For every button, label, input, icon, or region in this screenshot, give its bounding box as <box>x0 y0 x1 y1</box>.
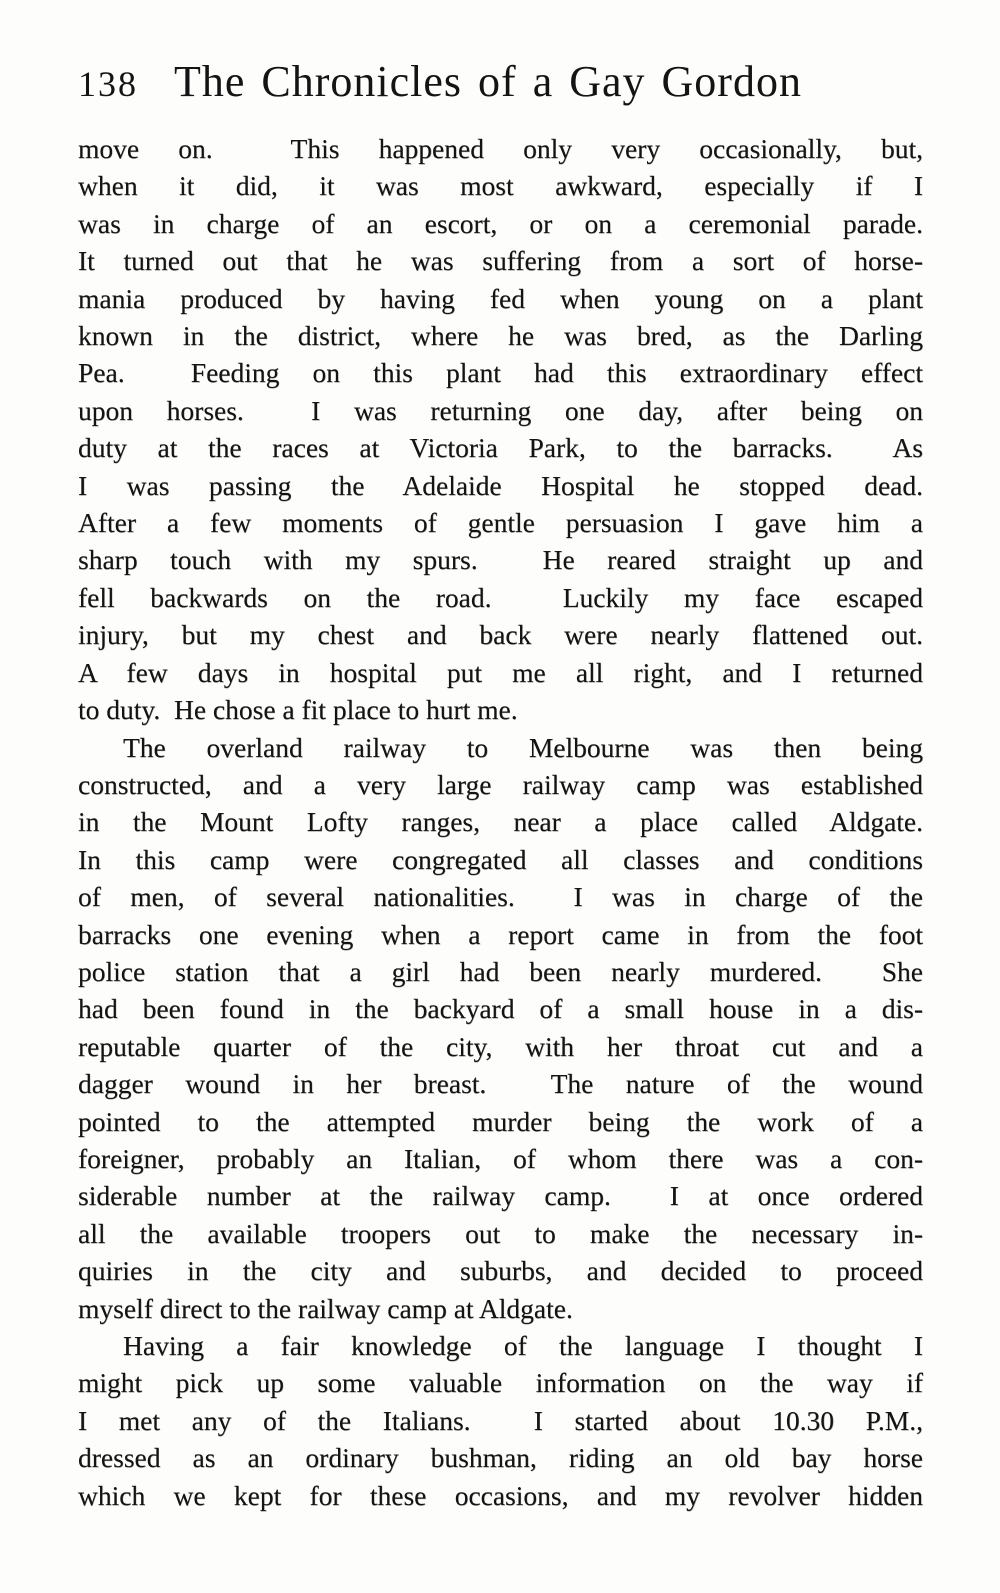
text-line: Having a fair knowledge of the language I thought I <box>123 1330 923 1361</box>
text-line: myself direct to the railway camp at Aldgate. <box>78 1292 573 1324</box>
text-line: which we kept for these occasions, and my revolver hidden <box>78 1479 923 1511</box>
paragraph <box>78 130 923 729</box>
text-line: reputable quarter of the city, with her throat cut and a <box>78 1030 923 1062</box>
text-line: known in the district, where he was bred, as the Darling <box>78 320 923 352</box>
text-line: siderable number at the railway camp. I at once ordered <box>78 1180 923 1212</box>
text-line: upon horses. I was returning one day, after being on <box>78 394 923 426</box>
text-line: The overland railway to Melbourne was then being <box>123 731 923 763</box>
running-title: The Chronicles of a Gay Gordon <box>174 57 802 106</box>
text-line: A few days in hospital put me all right, and I returned <box>78 656 923 688</box>
body-text <box>78 130 923 1514</box>
text-line: foreigner, probably an Italian, of whom there was a con- <box>78 1142 923 1174</box>
text-line: constructed, and a very large railway camp was established <box>78 768 923 800</box>
text-line: In this camp were congregated all classes and conditions <box>78 843 923 875</box>
text-line: all the available troopers out to make the necessary in- <box>78 1217 923 1249</box>
text-line: pointed to the attempted murder being the work of a <box>78 1105 923 1137</box>
text-line: It turned out that he was suffering from a sort of horse- <box>78 245 923 277</box>
text-line: sharp touch with my spurs. He reared straight up and <box>78 544 923 576</box>
paragraph <box>78 729 923 1328</box>
page-header <box>78 56 923 107</box>
text-line: to duty. He chose a fit place to hurt me. <box>78 694 518 726</box>
text-line: mania produced by having fed when young on a plant <box>78 282 923 314</box>
text-line: injury, but my chest and back were nearly flattened out. <box>78 619 923 651</box>
text-line: might pick up some valuable information on the way if <box>78 1367 923 1399</box>
text-line: move on. This happened only very occasionally, but, <box>78 133 923 164</box>
text-line: police station that a girl had been nearly murdered. She <box>78 955 923 987</box>
text-line: had been found in the backyard of a small house in a dis- <box>78 993 923 1025</box>
text-line: duty at the races at Victoria Park, to the barracks. As <box>78 432 923 464</box>
paragraph <box>78 1327 923 1514</box>
text-line: of men, of several nationalities. I was in charge of the <box>78 881 923 913</box>
page-number: 138 <box>78 64 138 104</box>
text-line: dagger wound in her breast. The nature of the wound <box>78 1068 923 1100</box>
text-line: fell backwards on the road. Luckily my face escaped <box>78 581 923 613</box>
text-line: Pea. Feeding on this plant had this extraordinary effect <box>78 357 923 389</box>
text-line: I met any of the Italians. I started about 10.30 P.M., <box>78 1404 923 1436</box>
text-line: quiries in the city and suburbs, and decided to proceed <box>78 1255 923 1287</box>
text-line: barracks one evening when a report came in from the foot <box>78 918 923 950</box>
text-line: I was passing the Adelaide Hospital he stopped dead. <box>78 469 923 501</box>
text-line: when it did, it was most awkward, especially if I <box>78 170 923 202</box>
text-line: was in charge of an escort, or on a ceremonial parade. <box>78 207 923 239</box>
text-line: After a few moments of gentle persuasion I gave him a <box>78 507 923 539</box>
text-line: in the Mount Lofty ranges, near a place called Aldgate. <box>78 806 923 838</box>
text-line: dressed as an ordinary bushman, riding an old bay horse <box>78 1442 923 1474</box>
